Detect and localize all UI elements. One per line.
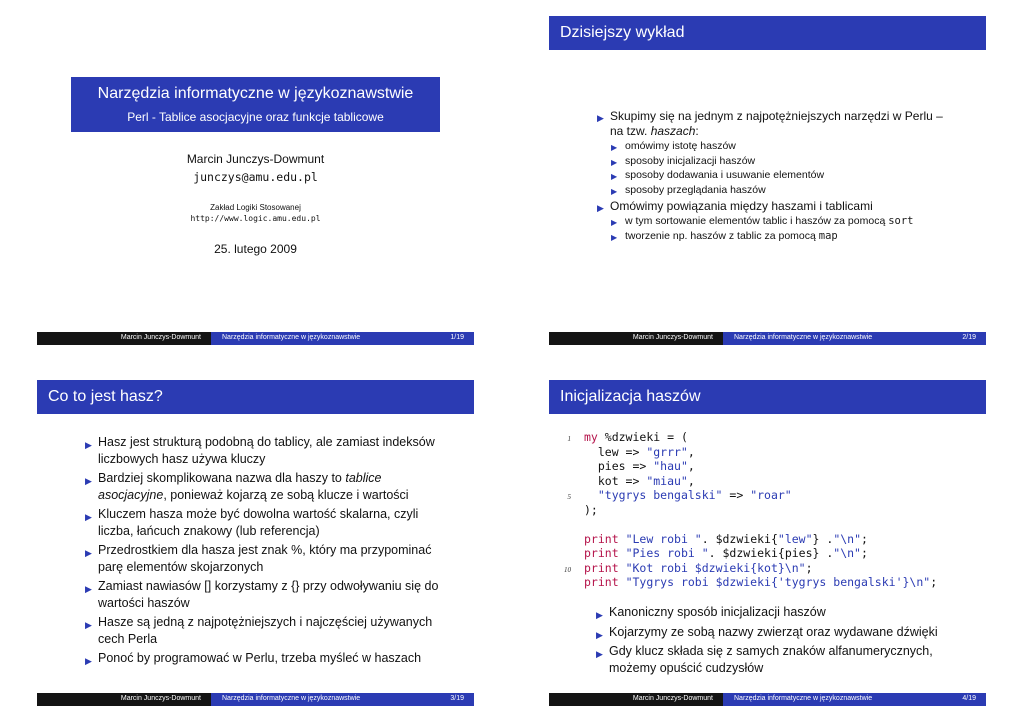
footer-title: Narzędzia informatyczne w językoznawstwie bbox=[222, 695, 361, 702]
slide-titlebar bbox=[549, 380, 986, 414]
bullet-triangle-icon: ▶ bbox=[597, 113, 604, 123]
code-text: kot => "miau", bbox=[584, 473, 695, 488]
slide-2 bbox=[549, 16, 986, 341]
slide-title: Co to jest hasz? bbox=[48, 388, 163, 405]
footer-title: Narzędzia informatyczne w językoznawstwie bbox=[734, 695, 873, 702]
footer-author: Marcin Junczys-Dowmunt bbox=[120, 334, 201, 341]
bullet-triangle-icon: ▶ bbox=[596, 610, 603, 620]
bullet-triangle-icon: ▶ bbox=[611, 157, 618, 167]
bullet-triangle-icon: ▶ bbox=[85, 620, 92, 630]
list-item: ▶ omówimy istotę haszów bbox=[597, 139, 982, 154]
list-item: ▶ Gdy klucz składa się z samych znaków alfanumerycznych, możemy opuścić cudzysłów bbox=[596, 644, 933, 675]
code-text: print "Tygrys robi $dzwieki{'tygrys bengalski'}\n"; bbox=[584, 575, 938, 589]
slide-footer bbox=[37, 332, 474, 345]
code-text: ); bbox=[584, 502, 598, 517]
bullet-triangle-icon: ▶ bbox=[596, 629, 603, 640]
list-item: ▶ Omówimy powiązania między haszami i tablicami bbox=[597, 199, 982, 214]
bullet-triangle-icon: ▶ bbox=[611, 186, 618, 196]
bullet-triangle-icon: ▶ bbox=[597, 203, 604, 213]
bullet-triangle-icon: ▶ bbox=[85, 476, 92, 486]
presentation-title: Narzędzia informatyczne w językoznawstwie bbox=[97, 85, 414, 102]
line-number: 5 bbox=[567, 493, 571, 501]
code-text: print "Lew robi ". $dzwieki{"lew"} ."\n"; bbox=[584, 531, 868, 546]
code-text: "tygrys bengalski" => "roar" bbox=[597, 488, 792, 502]
bullet-triangle-icon: ▶ bbox=[85, 584, 92, 594]
footer-title: Narzędzia informatyczne w językoznawstwie bbox=[734, 334, 873, 341]
slide-footer bbox=[549, 693, 986, 706]
title-box bbox=[71, 77, 440, 132]
bullet-list bbox=[85, 434, 470, 669]
list-item: ▶ Kluczem hasza może być dowolna wartość skalarna, czyli liczba, łańcuch znakowy (lub referencja) bbox=[85, 507, 419, 538]
bullet-triangle-icon: ▶ bbox=[611, 232, 618, 242]
code-text: pies => "hau", bbox=[584, 459, 695, 473]
line-number: 1 bbox=[567, 435, 571, 443]
list-item: ▶ tworzenie np. haszów z tablic za pomocą map bbox=[597, 229, 982, 244]
bullet-list bbox=[596, 604, 981, 679]
slide-footer bbox=[37, 693, 474, 706]
bullet-list bbox=[597, 109, 982, 243]
footer-author: Marcin Junczys-Dowmunt bbox=[632, 334, 713, 341]
page-number: 1/19 bbox=[450, 334, 464, 341]
bullet-triangle-icon: ▶ bbox=[85, 656, 92, 666]
code-text: print "Kot robi $dzwieki{kot}\n"; bbox=[584, 560, 813, 575]
list-item: ▶ Zamiast nawiasów [] korzystamy z {} przy odwoływaniu się do wartości haszów bbox=[85, 579, 439, 610]
page-number: 2/19 bbox=[962, 334, 976, 341]
list-item: ▶ sposoby przeglądania haszów bbox=[597, 183, 982, 198]
page-number: 3/19 bbox=[450, 695, 464, 702]
bullet-triangle-icon: ▶ bbox=[611, 218, 618, 227]
code-text: lew => "grrr", bbox=[584, 444, 695, 459]
line-number: 10 bbox=[564, 565, 571, 574]
presentation-subtitle: Perl - Tablice asocjacyjne oraz funkcje tablicowe bbox=[127, 110, 384, 124]
slide-4 bbox=[549, 380, 986, 702]
page-number: 4/19 bbox=[962, 695, 976, 702]
footer-title: Narzędzia informatyczne w językoznawstwie bbox=[222, 334, 361, 341]
bullet-triangle-icon: ▶ bbox=[611, 172, 618, 181]
footer-author: Marcin Junczys-Dowmunt bbox=[120, 695, 201, 702]
slide-titlebar bbox=[549, 16, 986, 50]
list-item: ▶ Skupimy się na jednym z najpotężniejszych narzędzi w Perlu – na tzw. haszach: bbox=[597, 109, 943, 138]
slide-title: Dzisiejszy wykład bbox=[560, 24, 685, 41]
author-email: junczys@amu.edu.pl bbox=[193, 170, 318, 184]
bullet-triangle-icon: ▶ bbox=[85, 440, 92, 450]
bullet-triangle-icon: ▶ bbox=[85, 548, 92, 558]
slide-3 bbox=[37, 380, 474, 702]
institute-url: http://www.logic.amu.edu.pl bbox=[190, 214, 321, 223]
slide-footer bbox=[549, 332, 986, 345]
slide-1 bbox=[37, 16, 474, 341]
bullet-triangle-icon: ▶ bbox=[596, 649, 603, 659]
list-item: ▶ Ponoć by programować w Perlu, trzeba myśleć w haszach bbox=[85, 650, 470, 667]
code-text: my %dzwieki = ( bbox=[584, 430, 688, 444]
institute: Zakład Logiki Stosowanej bbox=[210, 203, 301, 212]
list-item: ▶ Hasze są jedną z najpotężniejszych i najczęściej używanych cech Perla bbox=[85, 615, 433, 646]
slide-titlebar bbox=[37, 380, 474, 414]
list-item: ▶ sposoby inicjalizacji haszów bbox=[597, 154, 982, 169]
list-item: ▶ Przedrostkiem dla hasza jest znak %, który ma przypominać parę elementów skojarzonych bbox=[85, 543, 432, 574]
list-item: ▶ Kanoniczny sposób inicjalizacji haszów bbox=[596, 604, 981, 621]
author-name: Marcin Junczys-Dowmunt bbox=[186, 152, 325, 166]
footer-author: Marcin Junczys-Dowmunt bbox=[632, 695, 713, 702]
slide-title: Inicjalizacja haszów bbox=[560, 388, 701, 405]
list-item: ▶ sposoby dodawania i usuwanie elementów bbox=[597, 168, 982, 183]
list-item: ▶ Bardziej skomplikowana nazwa dla haszy to tablice asocjacyjne, ponieważ kojarzą ze sobą klucze i wartości bbox=[85, 471, 409, 502]
code-text: print "Pies robi ". $dzwieki{pies} ."\n"; bbox=[584, 546, 868, 560]
date: 25. lutego 2009 bbox=[214, 242, 297, 256]
bullet-triangle-icon: ▶ bbox=[85, 512, 92, 522]
list-item: ▶ w tym sortowanie elementów tablic i haszów za pomocą sort bbox=[597, 214, 982, 229]
bullet-triangle-icon: ▶ bbox=[611, 143, 618, 152]
list-item: ▶ Hasz jest strukturą podobną do tablicy, ale zamiast indeksów liczbowych hasz używa kluczy bbox=[85, 435, 435, 466]
list-item: ▶ Kojarzymy ze sobą nazwy zwierząt oraz wydawane dźwięki bbox=[596, 624, 981, 641]
